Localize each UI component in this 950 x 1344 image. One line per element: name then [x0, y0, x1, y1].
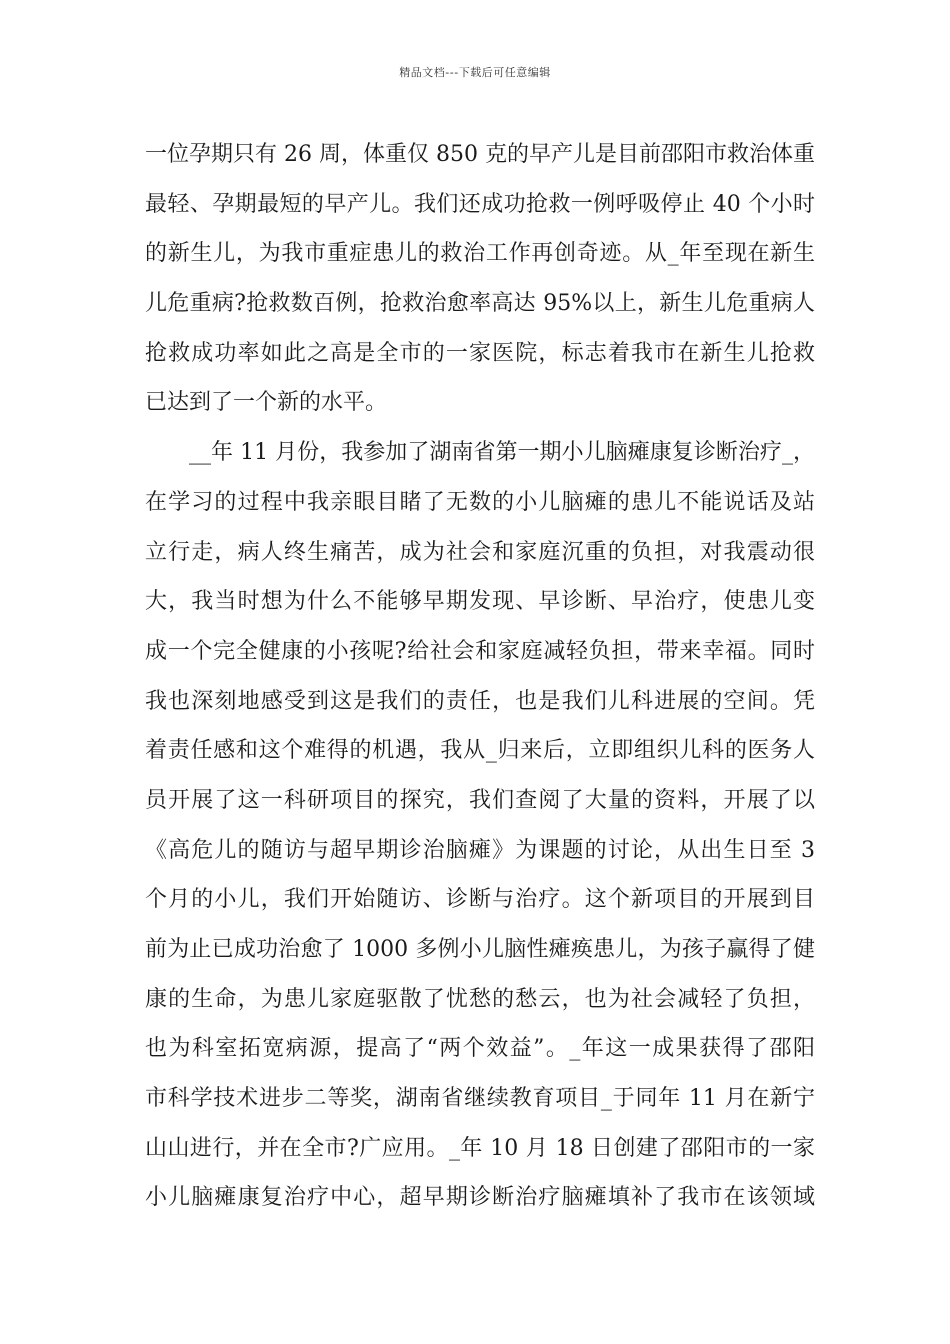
text-line: 儿危重病?抢救数百例，抢救治愈率高达 95%以上，新生儿危重病人: [145, 291, 815, 317]
text-line: 小儿脑瘫康复治疗中心，超早期诊断治疗脑瘫填补了我市在该领域: [145, 1185, 815, 1211]
text-line: 我也深刻地感受到这是我们的责任，也是我们儿科进展的空间。凭: [145, 688, 815, 714]
text-line: 的新生儿，为我市重症患儿的救治工作再创奇迹。从_年至现在新生: [145, 241, 815, 267]
paragraph-2: [145, 428, 815, 1223]
text-line: 着责任感和这个难得的机遇，我从_归来后，立即组织儿科的医务人: [145, 738, 815, 764]
paragraph-1: [145, 130, 815, 428]
text-line: 市科学技术进步二等奖，湖南省继续教育项目_于同年 11 月在新宁: [145, 1086, 815, 1112]
text-line: 员开展了这一科研项目的探究，我们查阅了大量的资料，开展了以: [145, 787, 815, 813]
text-line: __年 11 月份，我参加了湖南省第一期小儿脑瘫康复诊断治疗_，: [189, 440, 815, 466]
text-line: 个月的小儿，我们开始随访、诊断与治疗。这个新项目的开展到目: [145, 887, 815, 913]
document-body: [145, 130, 815, 1223]
text-line: 一位孕期只有 26 周，体重仅 850 克的早产儿是目前邵阳市救治体重: [145, 142, 815, 167]
text-line: 已达到了一个新的水平。: [145, 390, 388, 416]
text-line: 在学习的过程中我亲眼目睹了无数的小儿脑瘫的患儿不能说话及站: [145, 489, 815, 515]
text-line: 大，我当时想为什么不能够早期发现、早诊断、早治疗，使患儿变: [145, 589, 815, 615]
text-line: 立行走，病人终生痛苦，成为社会和家庭沉重的负担，对我震动很: [145, 539, 815, 565]
text-line: 山山进行，并在全市?广应用。_年 10 月 18 日创建了邵阳市的一家: [145, 1135, 815, 1161]
text-line: 成一个完全健康的小孩呢?给社会和家庭减轻负担，带来幸福。同时: [145, 638, 815, 664]
text-line: 前为止已成功治愈了 1000 多例小儿脑性瘫痪患儿，为孩子赢得了健: [145, 937, 815, 962]
text-line: 也为科室拓宽病源，提高了“两个效益”。_年这一成果获得了邵阳: [145, 1036, 815, 1062]
text-line: 抢救成功率如此之高是全市的一家医院，标志着我市在新生儿抢救: [145, 340, 815, 366]
text-line: 《高危儿的随访与超早期诊治脑瘫》为课题的讨论，从出生日至 3: [145, 837, 815, 863]
text-line: 康的生命，为患儿家庭驱散了忧愁的愁云，也为社会减轻了负担，: [145, 986, 815, 1012]
page-header: 精品文档---下载后可任意编辑: [399, 66, 551, 79]
text-line: 最轻、孕期最短的早产儿。我们还成功抢救一例呼吸停止 40 个小时: [145, 191, 815, 217]
